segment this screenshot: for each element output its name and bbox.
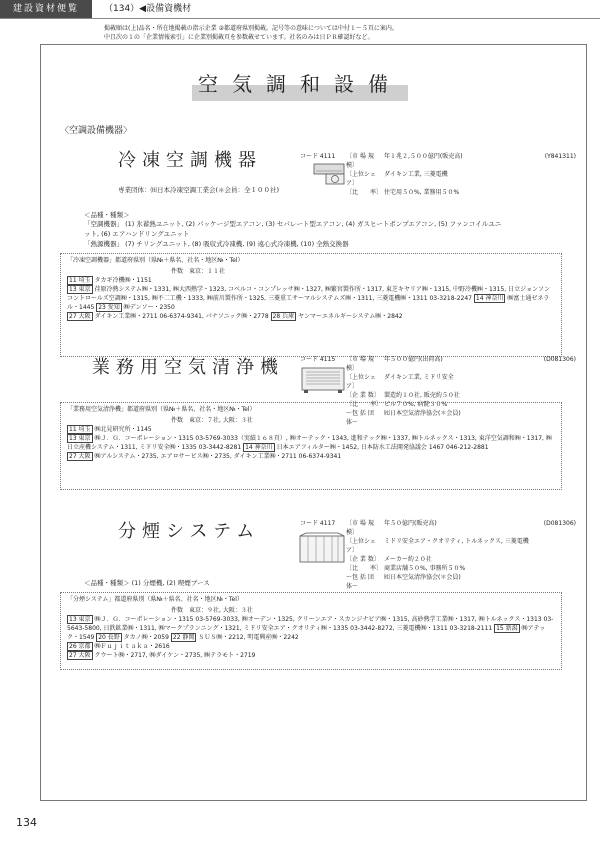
listing-line bbox=[67, 285, 555, 312]
pref-tag: 27 大阪 bbox=[69, 453, 91, 460]
pref-tag: 14 神奈川 bbox=[475, 295, 504, 302]
listing-count: 件数 東京：９社, 大阪：３社 bbox=[171, 607, 253, 614]
code-4117: コード 4117 bbox=[300, 520, 336, 527]
market-key: 〜包 括 団 体〜 bbox=[346, 574, 374, 590]
listing-count: 件数 東京：７社, 大阪：３社 bbox=[171, 417, 253, 424]
products-line-1: 「空調機器」 (1) 氷蓄熱ユニット, (2) パッケージ型エアコン, (3) セパレート型エアコン, (4) ガスヒートポンプエアコン, (5) ファンコイルユニット, (6) エアハンドリングユニット bbox=[84, 220, 502, 238]
header-section: （134）◀設備資機材 bbox=[104, 4, 192, 14]
listing-line bbox=[67, 425, 555, 434]
market-key: 〔比 率〕 bbox=[346, 189, 383, 196]
market-key: 〔市 場 規 模〕 bbox=[346, 356, 374, 372]
air-conditioner-icon bbox=[312, 162, 348, 186]
listing-line bbox=[67, 651, 555, 660]
pref-tag: 15 新潟 bbox=[496, 625, 518, 632]
listing-text: ㈱デンソー・2350 bbox=[123, 304, 175, 311]
pref-tag: 23 愛知 bbox=[98, 304, 120, 311]
pref-tag: 26 京都 bbox=[69, 643, 91, 650]
market-value: 住宅用５０%, 業務用５０% bbox=[384, 189, 460, 196]
products-line-2: 「熱源機器」 (7) チリングユニット, (8) 吸収式冷凍機, (9) 遠心式冷凍機, (10) 全熱交換器 bbox=[84, 240, 349, 248]
pref-tag: 11 埼玉 bbox=[69, 277, 91, 284]
listing-line bbox=[67, 276, 555, 285]
market-value: 年５００億円(出荷高) bbox=[384, 356, 443, 363]
pref-tag: 27 大阪 bbox=[69, 652, 91, 659]
pref-tag: 11 埼玉 bbox=[69, 426, 91, 433]
pref-tag: 20 長野 bbox=[98, 634, 120, 641]
pref-tag: 27 大阪 bbox=[69, 313, 91, 320]
listing-box-1 bbox=[60, 253, 562, 357]
market-key: 〔企 業 数〕 bbox=[346, 556, 380, 563]
note-line-2: 中且次の１の「企業情報索引」に企業別掲載頁を参数載せています。社名のみは日ＰＲ確認好など。 bbox=[104, 34, 374, 41]
listing-line bbox=[67, 452, 555, 461]
listing-text: 荏原冷熱システム㈱・1331, ㈱大西熱学・1323, コベルコ・コンプレッサ㈱・1327, ㈱繁宮製作所・1317, 東芝キヤリア㈱・1315, 中野冷機㈱・1315, 日立ジョンソンコントロールズ空調㈱・1315, ㈱不二工機・1333, ㈱前川製作所・1325, 三菱重工サーマルシステムズ㈱・1311, 三菱電機㈱・1311 03-3218-2247 bbox=[67, 286, 550, 302]
section-title-smoking: 分煙システム bbox=[118, 521, 261, 542]
listing-text: ㈱Ｊ．Ｇ．コーポレーション・1315 03-5769-3033, ㈱オーデン・1325, クリーンエア・スカンジナビア㈱・1315, 高砂熱学工業㈱・1317, ㈱トルネックス・1313 03-5643-5800, 日鉄鉱業㈱・1311, ㈱マークプランニング・1321, ミドリ安全エア・クオリティ㈱・1335 03-3442-8272, 三菱電機㈱・1311 03-3218-2111 bbox=[67, 616, 554, 632]
smoking-booth-icon bbox=[298, 532, 346, 566]
listing-text: ㈱アルシステム・2735, エアロサービス㈱・2735, ダイキン工業㈱・2711 06-6374-9341 bbox=[94, 453, 342, 460]
market-value: ダイキン工業, 三菱電機 bbox=[384, 171, 448, 178]
listing-text: 日本エアフィルター㈱・1452, 日本防水工法開発協議会 1467 046-212-2881 bbox=[276, 444, 489, 451]
listing-head: 「分煙システム」都道府県別（県№＋県名、社名・地区№・Tel） bbox=[67, 596, 243, 603]
market-value: 製造約１０社, 販売約５０社 bbox=[384, 392, 460, 399]
pref-tag: 13 東京 bbox=[69, 286, 91, 293]
listing-line bbox=[67, 615, 555, 642]
listing-head: 「冷凍空調機器」都道府県別（県№＋県名、社名・地区№・Tel） bbox=[67, 257, 244, 264]
pref-tag: 22 静岡 bbox=[172, 634, 195, 641]
listing-text: ㈱Ｊ．Ｇ．コーポレーション・1315 03-5769-3033（実績１６８頁）, ㈱オーテック・1343, 進和テック㈱・1337, ㈱トルネックス・1313, 東洋空気調和㈱・1317, ㈱日立産機システム・1311, ミドリ安全㈱・1335 03-3442-8281 bbox=[67, 435, 552, 451]
market-value: 年１兆２,５００億円(販売高) bbox=[384, 153, 463, 160]
listing-box-2 bbox=[60, 402, 562, 490]
products-head-1: ＜品種・種類＞ bbox=[84, 211, 130, 219]
listing-text: ㈱富士通ゼネラル・1445 bbox=[67, 295, 550, 311]
market-key: 〔比 率〕 bbox=[346, 401, 383, 408]
listing-head: 「業務用空気清浄機」都道府県別（県№＋県名、社名・地区№・Tel） bbox=[67, 406, 256, 413]
listing-text: ＳＵＳ㈱・2212, 明電興産㈱・2242 bbox=[198, 634, 299, 641]
banner-title: 空気調和設備 bbox=[198, 72, 402, 96]
listing-text: クウート㈱・2717, ㈱ダイケン・2735, ㈱テラモト・2719 bbox=[94, 652, 256, 659]
listing-text: タカノ㈱・2059 bbox=[123, 634, 169, 641]
listing-line bbox=[67, 642, 555, 651]
header-tag: 建設資材便覧 bbox=[0, 0, 92, 18]
pref-tag: 28 兵庫 bbox=[272, 313, 295, 320]
market-value: ㈳日本空気清浄協会(＊会員) bbox=[384, 574, 461, 581]
category-label: 〈空調設備機器〉 bbox=[60, 126, 133, 136]
note-line-1: 掲載順は(上)品名・所在地掲載の指示企業 ②都道府県別掲載。記号等の意味については中付１～５頁に案内。 bbox=[104, 25, 398, 32]
code-4115: コード 4115 bbox=[300, 356, 336, 363]
listing-box-3 bbox=[60, 592, 562, 670]
market-value: ㈳日本空気清浄協会(＊会員) bbox=[384, 410, 461, 417]
market-note: (D081306) bbox=[543, 356, 576, 363]
listing-text: ㈱北見研究所・1145 bbox=[94, 426, 152, 433]
market-key: 〔企 業 数〕 bbox=[346, 392, 380, 399]
products-head-3 bbox=[84, 578, 210, 588]
pref-tag: 13 東京 bbox=[69, 435, 91, 442]
listing-line bbox=[67, 434, 555, 452]
section-title-air-purifier: 業務用空気清浄機 bbox=[92, 357, 284, 378]
pref-tag: 13 東京 bbox=[69, 616, 91, 623]
market-note: (D081306) bbox=[543, 520, 576, 527]
market-key: 〔上位シェア〕 bbox=[346, 171, 376, 187]
market-key: 〔市 場 規 模〕 bbox=[346, 520, 374, 536]
listing-text: ㈱アテック・1549 bbox=[67, 625, 546, 641]
market-info-1 bbox=[346, 152, 576, 197]
market-value: ビル７０%, 病院３０% bbox=[384, 401, 448, 408]
market-value: 年５０億円(販売高) bbox=[384, 520, 437, 527]
market-value: ダイキン工業, ミドリ安全 bbox=[384, 374, 454, 381]
listing-text: ㈱Ｆｕｊｉｔａｋａ・2616 bbox=[94, 643, 170, 650]
market-key: 〔上位シェア〕 bbox=[346, 374, 376, 390]
org-line: 専業団体：㈳日本冷凍空調工業会(＊会員：全１００社) bbox=[118, 186, 280, 194]
listing-text: タカギ冷機㈱・1151 bbox=[94, 277, 152, 284]
market-key: 〔上位シェア〕 bbox=[346, 538, 376, 554]
market-key: 〜包 括 団 体〜 bbox=[346, 410, 374, 426]
listing-text: ヤンマーエネルギーシステム㈱・2842 bbox=[298, 313, 403, 320]
products-line: (1) 分煙機, (2) 喫煙ブース bbox=[131, 579, 210, 587]
header-rule bbox=[0, 18, 600, 19]
market-value: 商業店舗５０%, 事務所５０% bbox=[384, 565, 466, 572]
listing-count: 件数 東京：１１社 bbox=[171, 268, 226, 275]
market-value: メーカー約２０社 bbox=[384, 556, 432, 563]
market-key: 〔比 率〕 bbox=[346, 565, 383, 572]
air-purifier-icon bbox=[300, 366, 346, 394]
market-note: (Y841311) bbox=[544, 153, 576, 160]
market-value: ミドリ安全エア・クオリティ, トルネックス, 三菱電機 bbox=[384, 538, 529, 545]
pref-tag: 14 神奈川 bbox=[245, 444, 273, 451]
products-head: ＜品種・種類＞ bbox=[84, 579, 130, 587]
listing-line bbox=[67, 312, 555, 321]
market-info-3 bbox=[346, 519, 576, 591]
code-4111: コード 4111 bbox=[300, 153, 336, 160]
section-title-refrigeration: 冷凍空調機器 bbox=[118, 150, 262, 171]
page-number: 134 bbox=[16, 816, 37, 829]
market-key: 〔市 場 規 模〕 bbox=[346, 153, 374, 169]
listing-text: ダイキン工業㈱・2711 06-6374-9341, パナソニック㈱・2778 bbox=[94, 313, 269, 320]
